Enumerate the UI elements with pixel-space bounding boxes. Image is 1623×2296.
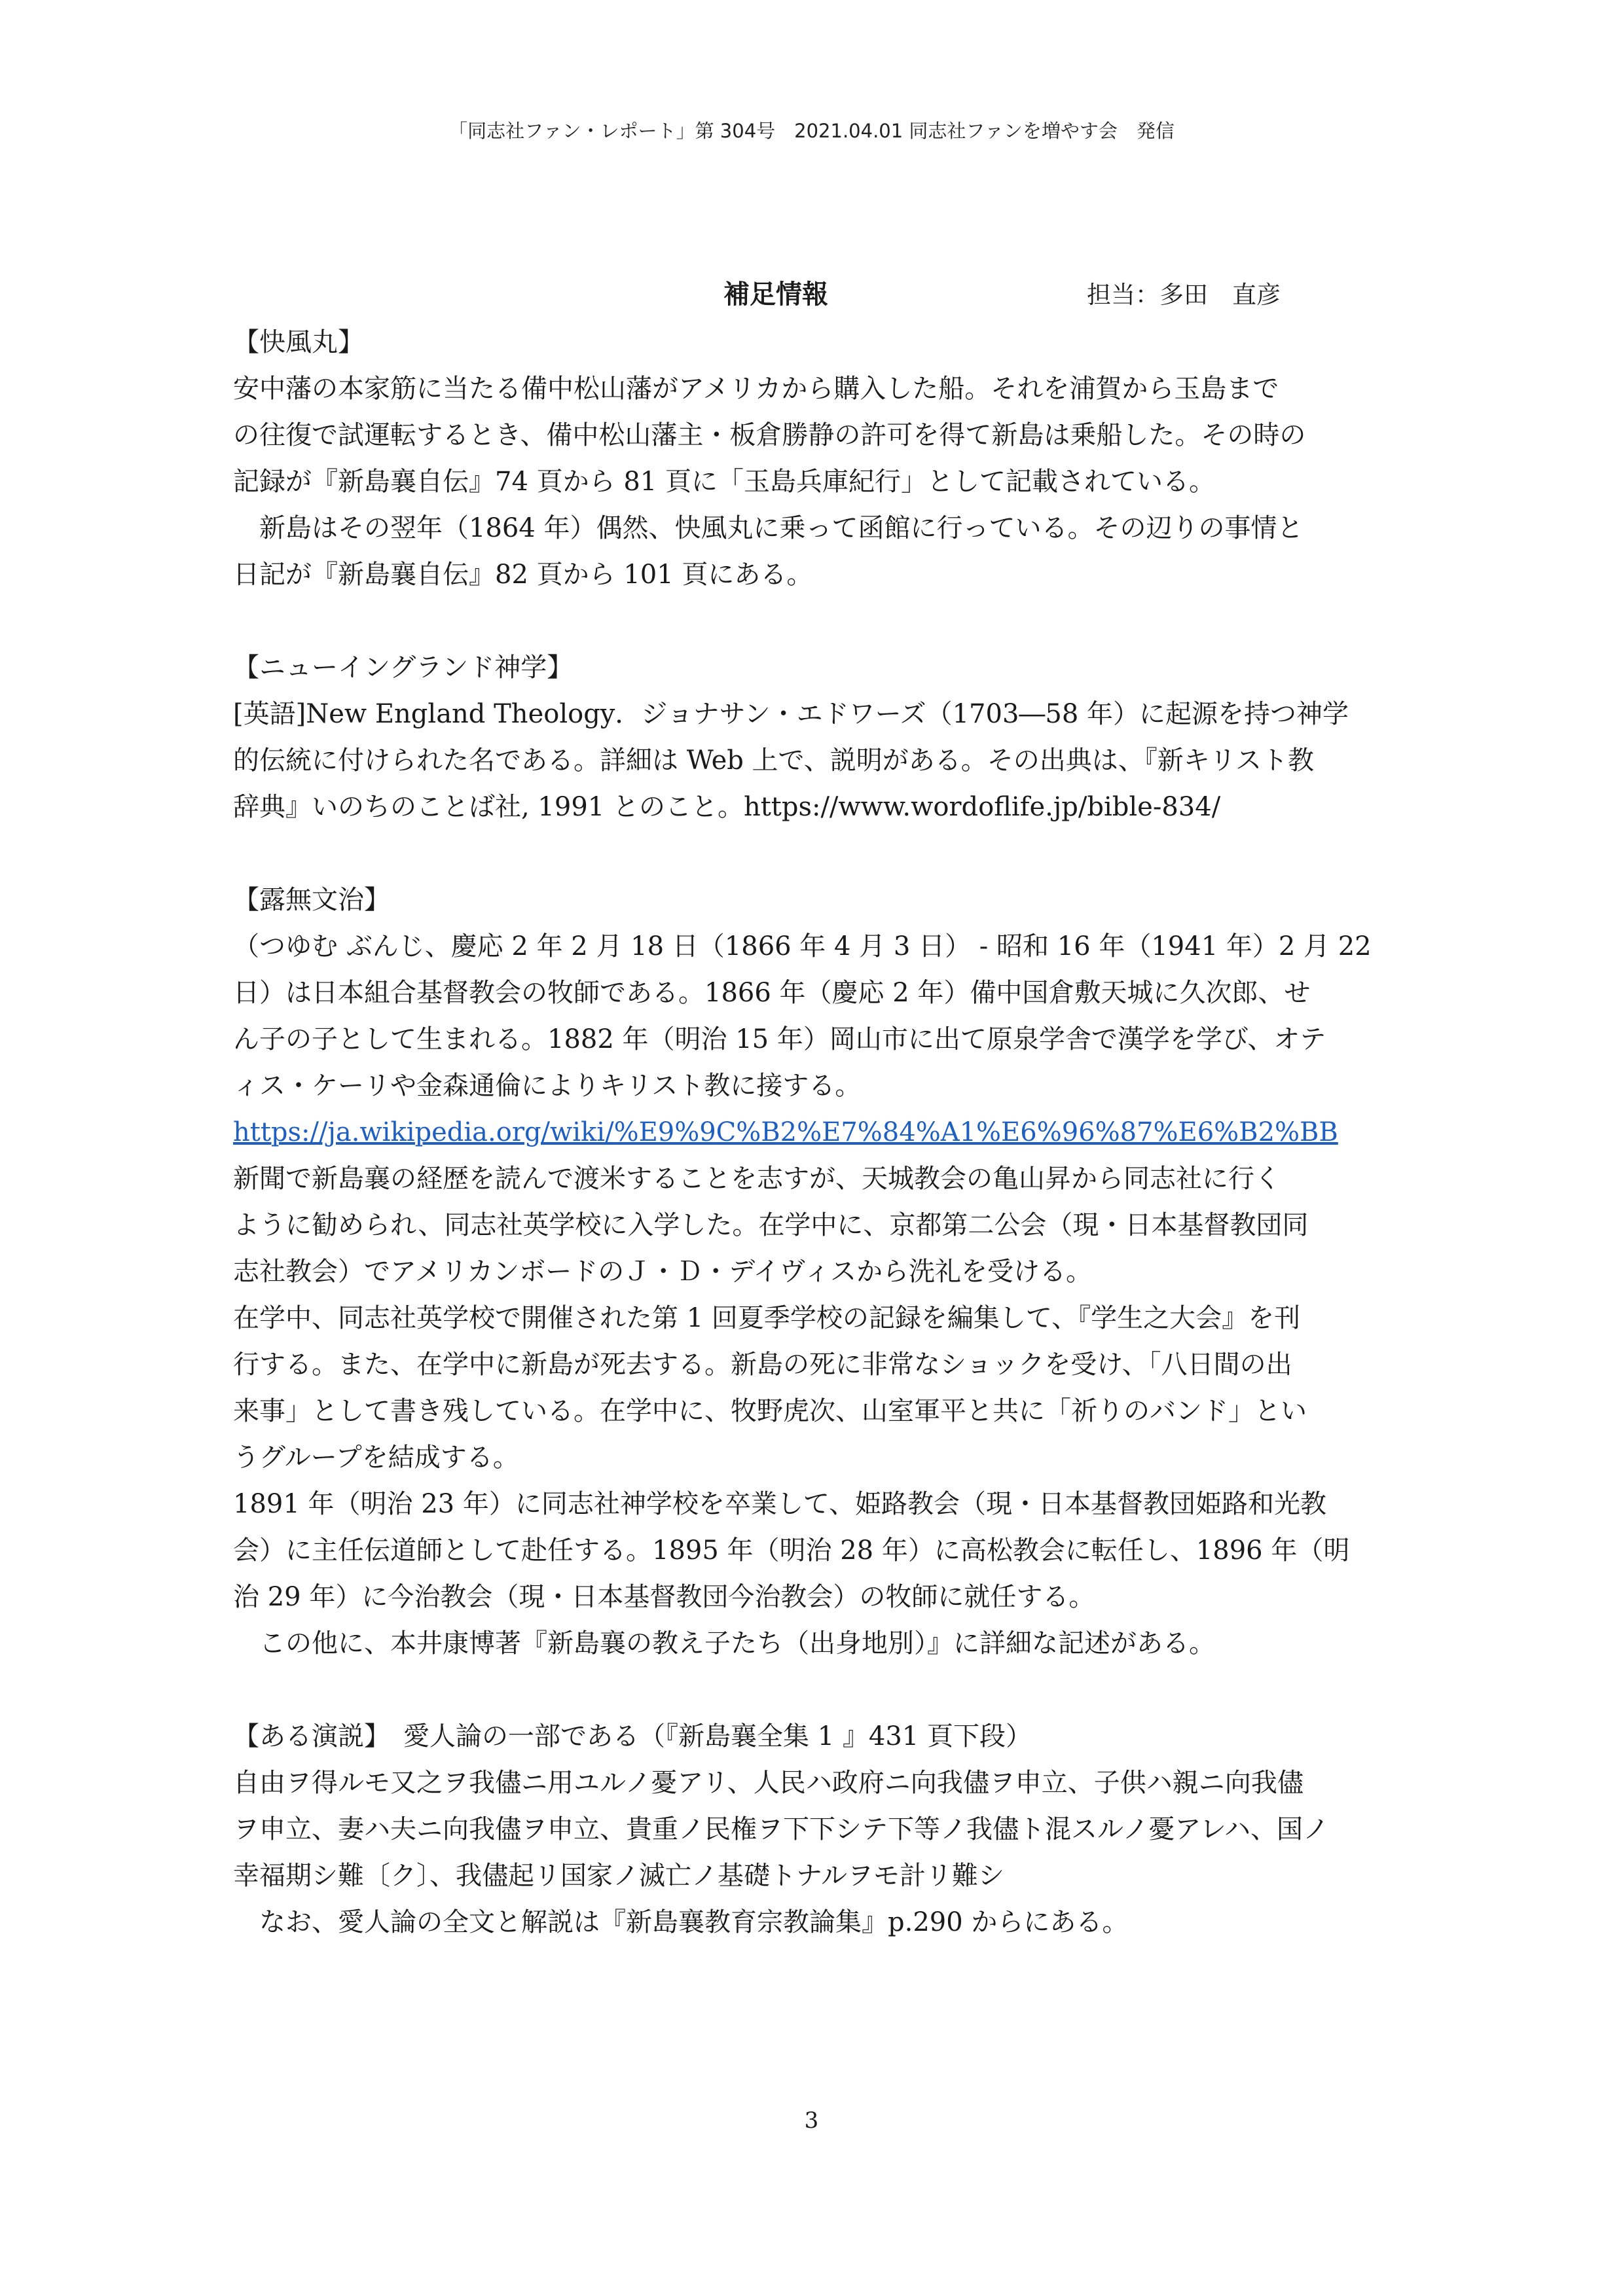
paragraph-line: 治 29 年）に今治教会（現・日本基督教団今治教会）の牧師に就任する。	[233, 1582, 1095, 1612]
paragraph-line: ヲ申立、妻ハ夫ニ向我儘ヲ申立、貴重ノ民権ヲ下下シテ下等ノ我儘ト混スルノ憂アレハ、国ノ	[233, 1814, 1329, 1844]
section-gap	[233, 598, 1392, 645]
paragraph-line: 来事」として書き残している。在学中に、牧野虎次、山室軍平と共に「祈りのバンド」とい	[233, 1396, 1307, 1426]
paragraph-line: 記録が『新島襄自伝』74 頁から 81 頁に「玉島兵庫紀行」として記載されている。	[233, 467, 1215, 497]
section-gap	[233, 1667, 1392, 1713]
paragraph-line: 在学中、同志社英学校で開催された第 1 回夏季学校の記録を編集して、『学生之大会』を刊	[233, 1303, 1301, 1333]
paragraph-line: この他に、本井康博著『新島襄の教え子たち（出身地別）』に詳細な記述がある。	[259, 1628, 1215, 1659]
paragraph-line: 新聞で新島襄の経歴を読んで渡米することを志すが、天城教会の亀山昇から同志社に行く	[233, 1164, 1281, 1194]
wikipedia-link[interactable]: https://ja.wikipedia.org/wiki/%E9%9C%B2%E7%84%A1%E6%96%87%E6%B2%BB	[233, 1117, 1338, 1147]
paragraph-line: 辞典』いのちのことば社, 1991 とのこと。https://www.wordoflife.jp/bible-834/	[233, 792, 1221, 822]
paragraph-line: の往復で試運転するとき、備中松山藩主・板倉勝静の許可を得て新島は乗船した。その時の	[233, 420, 1306, 450]
page-number: 3	[804, 2108, 819, 2134]
paragraph-line: うグループを結成する。	[233, 1443, 519, 1473]
page-header: 「同志社ファン・レポート」第 304号 2021.04.01 同志社ファンを増やす会 発信	[448, 120, 1175, 142]
paragraph-line: 幸福期シ難〔ク〕、我儘起リ国家ノ滅亡ノ基礎トナルヲモ計リ難シ	[233, 1861, 1004, 1891]
section-heading-tsuyumu: 【露無文治】	[233, 885, 390, 915]
paragraph-line: 自由ヲ得ルモ又之ヲ我儘ニ用ユルノ憂アリ、人民ハ政府ニ向我儘ヲ申立、子供ハ親ニ向我儘	[233, 1768, 1304, 1798]
paragraph-line: 安中藩の本家筋に当たる備中松山藩がアメリカから購入した船。それを浦賀から玉島まで	[233, 374, 1279, 404]
paragraph-line: ん子の子として生まれる。1882 年（明治 15 年）岡山市に出て原泉学舎で漢学を学び、オテ	[233, 1024, 1326, 1054]
document-body	[233, 319, 1392, 1946]
section-heading-new-england: 【ニューイングランド神学】	[233, 653, 574, 683]
section-gap	[233, 831, 1392, 877]
paragraph-line: 的伝統に付けられた名である。詳細は Web 上で、説明がある。その出典は、『新キリスト教	[233, 745, 1314, 776]
paragraph-line: なお、愛人論の全文と解説は『新島襄教育宗教論集』p.290 からにある。	[259, 1907, 1129, 1937]
paragraph-line: 新島はその翌年（1864 年）偶然、快風丸に乗って函館に行っている。その辺りの事情と	[259, 513, 1304, 543]
paragraph-line: [英語]New England Theology．ジョナサン・エドワーズ（1703―58 年）に起源を持つ神学	[233, 699, 1349, 729]
paragraph-line: ィス・ケーリや金森通倫によりキリスト教に接する。	[233, 1071, 862, 1101]
page-title: 補足情報	[723, 279, 828, 310]
paragraph-line: 志社教会）でアメリカンボードのＪ・Ｄ・デイヴィスから洗礼を受ける。	[233, 1257, 1092, 1287]
paragraph-line: ように勧められ、同志社英学校に入学した。在学中に、京都第二公会（現・日本基督教団同	[233, 1210, 1309, 1240]
paragraph-line: 日）は日本組合基督教会の牧師である。1866 年（慶応 2 年）備中国倉敷天城に久次郎、せ	[233, 978, 1311, 1008]
section-heading-kaifumaru: 【快風丸】	[233, 327, 364, 357]
author-credit: 担当：多田 直彦	[1087, 281, 1281, 309]
title-row	[0, 274, 1623, 313]
paragraph-line: 行する。また、在学中に新島が死去する。新島の死に非常なショックを受け、「八日間の出	[233, 1350, 1292, 1380]
paragraph-line: 会）に主任伝道師として赴任する。1895 年（明治 28 年）に高松教会に転任し、1896 年（明	[233, 1535, 1350, 1566]
paragraph-line: （つゆむ ぶんじ、慶応 2 年 2 月 18 日（1866 年 4 月 3 日） - 昭和 16 年（1941 年）2 月 22	[233, 931, 1372, 961]
paragraph-line: 1891 年（明治 23 年）に同志社神学校を卒業して、姫路教会（現・日本基督教団姫路和光教	[233, 1489, 1327, 1519]
paragraph-line: 日記が『新島襄自伝』82 頁から 101 頁にある。	[233, 560, 813, 590]
section-heading-speech: 【ある演説】 愛人論の一部である（『新島襄全集 1 』431 頁下段）	[233, 1721, 1032, 1751]
